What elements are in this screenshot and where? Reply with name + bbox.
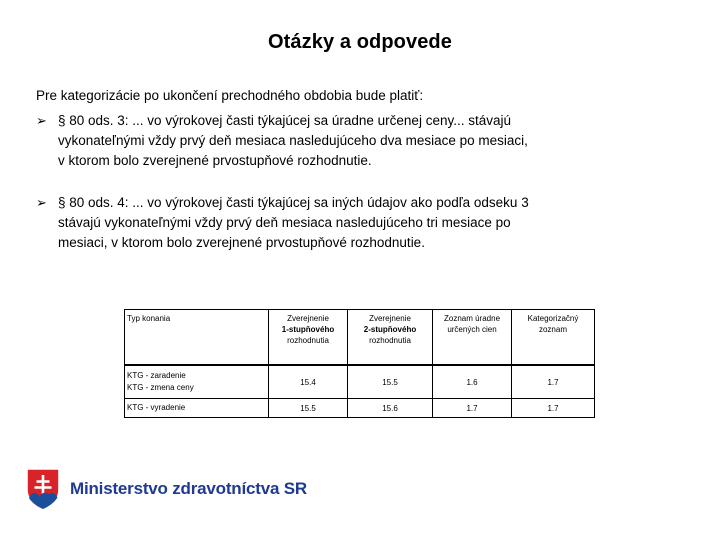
arrow-bullet-icon: ➢ xyxy=(36,113,47,128)
table-header-row xyxy=(125,310,595,366)
header-line: rozhodnutia xyxy=(369,336,411,345)
cell-publish-1st: 15.4 xyxy=(269,365,348,399)
cell-publish-2nd: 15.6 xyxy=(348,399,433,418)
page-title: Otázky a odpovede xyxy=(268,31,452,53)
header-line: Zverejnenie xyxy=(369,314,411,323)
table-body xyxy=(125,365,595,418)
header-line: 1-stupňového xyxy=(281,325,335,334)
arrow-bullet-icon: ➢ xyxy=(36,195,47,210)
bullet-line: vykonateľnými vždy prvý deň mesiaca nasledujúceho dva mesiace po mesiaci, xyxy=(58,133,528,148)
row-label-line: KTG - zmena ceny xyxy=(127,383,194,392)
slovak-coat-of-arms-icon xyxy=(26,468,60,510)
bullet-line: § 80 ods. 4: ... vo výrokovej časti týkajúcej sa iných údajov ako podľa odseku 3 xyxy=(58,195,529,210)
column-header-price-list xyxy=(433,310,512,366)
header-line: zoznam xyxy=(538,325,567,334)
lead-paragraph: Pre kategorizácie po ukončení prechodného obdobia bude platiť: xyxy=(36,88,424,103)
bullet-item xyxy=(36,111,692,171)
cell-price-list: 1.6 xyxy=(433,365,512,399)
ministry-name-label: Ministerstvo zdravotníctva SR xyxy=(70,479,307,498)
cell-categorization-list: 1.7 xyxy=(512,365,595,399)
conditions-table xyxy=(124,309,595,418)
header-line: Zverejnenie xyxy=(287,314,329,323)
cell-categorization-list: 1.7 xyxy=(512,399,595,418)
column-header-type: Typ konania xyxy=(125,310,269,366)
column-header-publish-2nd xyxy=(348,310,433,366)
slide-body xyxy=(36,86,692,253)
row-label-line: KTG - zaradenie xyxy=(127,371,186,380)
table-row xyxy=(125,365,595,399)
bullet-line: v ktorom bolo zverejnené prvostupňové rozhodnutie. xyxy=(58,153,372,168)
bullet-line: stávajú vykonateľnými vždy prvý deň mesiaca nasledujúceho tri mesiace po xyxy=(58,215,511,230)
cell-price-list: 1.7 xyxy=(433,399,512,418)
header-line: určených cien xyxy=(447,325,497,334)
table-header xyxy=(125,310,595,366)
header-line: rozhodnutia xyxy=(287,336,329,345)
header-line: Zoznam úradne xyxy=(443,314,501,323)
ministry-logo xyxy=(26,468,307,510)
header-line: 2-stupňového xyxy=(363,325,417,334)
column-header-categorization-list xyxy=(512,310,595,366)
row-label: KTG - vyradenie xyxy=(125,399,269,418)
table-row xyxy=(125,399,595,418)
bullet-text xyxy=(58,193,692,253)
cell-publish-1st: 15.5 xyxy=(269,399,348,418)
cell-publish-2nd: 15.5 xyxy=(348,365,433,399)
row-label xyxy=(125,365,269,399)
header-line: Kategorizačný xyxy=(527,314,579,323)
bullet-line: mesiaci, v ktorom bolo zverejnené prvostupňové rozhodnutie. xyxy=(58,235,425,250)
bullet-text xyxy=(58,111,692,171)
column-header-publish-1st xyxy=(269,310,348,366)
bullet-line: § 80 ods. 3: ... vo výrokovej časti týkajúcej sa úradne určenej ceny... stávajú xyxy=(58,113,511,128)
bullet-item xyxy=(36,193,692,253)
